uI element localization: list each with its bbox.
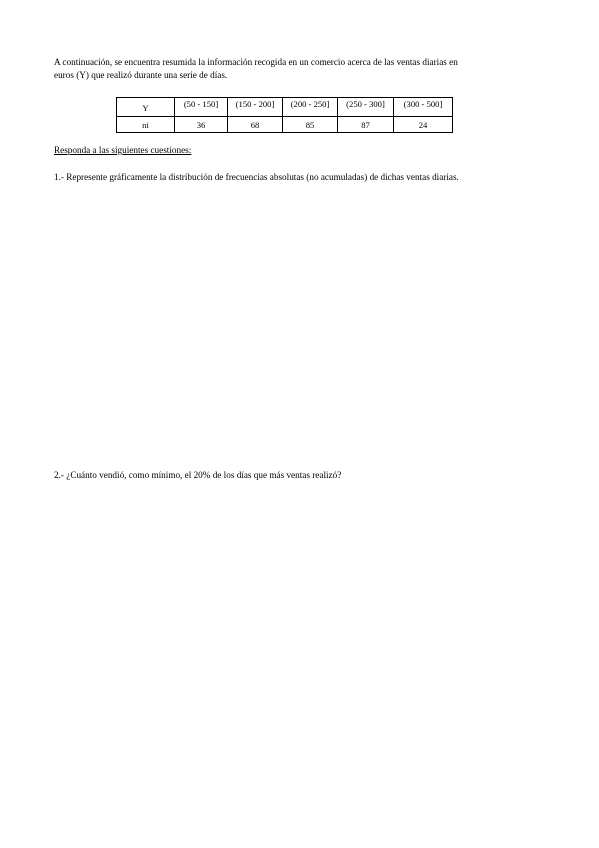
table-row-intervals [117,98,453,117]
row-label-ni: ni [117,117,175,133]
interval-cell: (250 - 300] [338,98,394,117]
intro-line-2: euros (Y) que realizó durante una serie de días. [54,70,228,80]
intro-line-1: A continuación, se encuentra resumida la información recogida en un comercio acerca de las ventas diarias en [54,57,458,67]
interval-cell: (200 - 250] [283,98,338,117]
intro-paragraph [54,56,534,82]
interval-cell: (50 - 150] [175,98,228,117]
interval-cell: (300 - 500] [394,98,453,117]
question-1: 1.- Represente gráficamente la distribución de frecuencias absolutas (no acumuladas) de dichas ventas diarias. [54,172,459,182]
question-2: 2.- ¿Cuánto vendió, como mínimo, el 20% de los días que más ventas realizó? [54,470,342,480]
frequency-cell: 24 [394,117,453,133]
frequency-table [116,97,453,133]
frequency-cell: 68 [228,117,283,133]
section-title: Responda a las siguientes cuestiones: [54,145,192,155]
interval-cell: (150 - 200] [228,98,283,117]
frequency-cell: 87 [338,117,394,133]
frequency-cell: 36 [175,117,228,133]
table-row-frequencies [117,117,453,133]
frequency-cell: 85 [283,117,338,133]
row-label-y: Y [117,98,175,117]
